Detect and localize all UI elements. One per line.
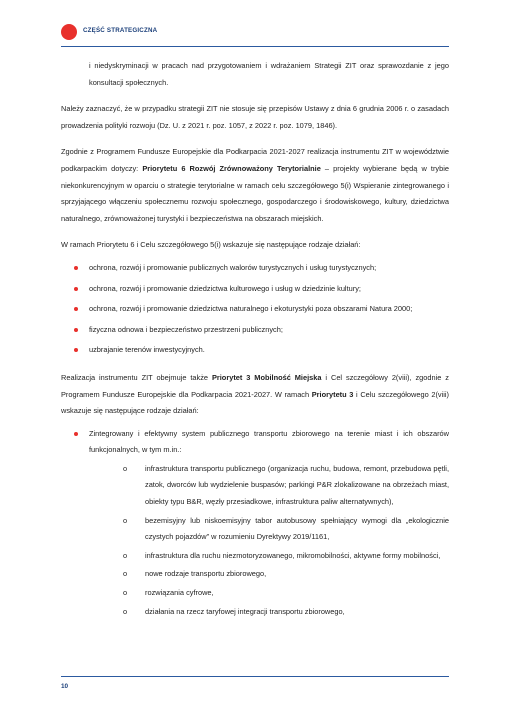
list-item-text: uzbrajanie terenów inwestycyjnych. [89,345,205,355]
bullet-icon [74,307,78,311]
circle-bullet-icon: o [123,463,128,473]
bullet-icon [74,432,78,436]
sub-list-item [117,461,449,511]
circle-bullet-icon: o [123,569,128,579]
sub-list-item-text: infrastruktura transportu publicznego (organizacja ruchu, budowa, remont, przebudowa pętli, zatok, dworców lub wydzielenie buspasów; parkingi P&R zlokalizowane na obrzeżach miast, obiekty typu B&R, węzły przesiadkowe, infrastruktura paliw alternatywnych), [145,463,449,507]
page-number: 10 [61,683,69,690]
list-item-text: ochrona, rozwój i promowanie dziedzictwa kulturowego i usług w dziedzinie kultury; [89,283,361,293]
footer-divider [61,676,449,677]
list-item-text: ochrona, rozwój i promowanie publicznych walorów turystycznych i usług turystycznych; [89,262,377,272]
actions-list-priority-3 [61,426,449,621]
bullet-icon [74,266,78,270]
list-item [61,301,449,318]
bullet-icon [74,348,78,352]
list-item-text: ochrona, rozwój i promowanie dziedzictwa naturalnego i ekoturystyki poza obszarami Natura 2000; [89,304,413,314]
paragraph-text: Realizacja instrumentu ZIT obejmuje także [61,372,212,382]
list-item [61,322,449,339]
circle-bullet-icon: o [123,606,128,616]
page-header [61,22,449,48]
sub-list-item [117,566,449,583]
page-content [61,58,449,631]
sub-list [89,461,449,620]
sub-list-item [117,585,449,602]
priority-3-name: Priorytet 3 Mobilność Miejska [211,372,322,382]
sub-list-item [117,548,449,565]
list-item [61,260,449,277]
bullet-icon [74,287,78,291]
paragraph-priority-6 [61,144,449,227]
list-item [61,281,449,298]
paragraph-priority-3 [61,370,449,420]
paragraph-zit-note: Należy zaznaczyć, że w przypadku strategii ZIT nie stosuje się przepisów Ustawy z dnia 6 grudnia 2006 r. o zasadach prowadzenia polityki rozwoju (Dz. U. z 2021 r. poz. 1057, z 2022 r. poz. 1079, 1846). [61,104,449,130]
circle-bullet-icon: o [123,588,128,598]
sub-list-item-text: rozwiązania cyfrowe, [145,588,214,598]
bullet-icon [74,328,78,332]
sub-list-item-text: infrastruktura dla ruchu niezmotoryzowanego, mikromobilności, aktywne formy mobilności, [145,550,441,560]
paragraph-text: i Celu szczegółowego 2(viii) wskazuje się następujące rodzaje działań: [61,389,449,416]
sub-list-item [117,604,449,621]
paragraph-text: i Cel szczegółowy 2(viii), zgodnie z Programem Fundusze Europejskie dla Podkarpacia 2021-2027. W ramach [61,372,449,399]
paragraph-text: Zgodnie z Programem Fundusze Europejskie dla Podkarpacia 2021-2027 realizacja instrumentu ZIT w województwie podkarpackim dotyczy: [61,147,449,173]
actions-list-priority-6 [61,260,449,359]
paragraph-actions-intro: W ramach Priorytetu 6 i Celu szczegółowego 5(i) wskazuje się następujące rodzaje działań: [61,240,361,250]
list-item-text: fizyczna odnowa i bezpieczeństwo przestrzeni publicznych; [89,324,283,334]
sub-list-item [117,513,449,546]
sub-list-item-text: bezemisyjny lub niskoemisyjny tabor autobusowy spełniający wymogi dla „ekologicznie czystych pojazdów” w rozumieniu Dyrektywy 2019/1161, [145,515,449,542]
priority-3-short: Priorytetu 3 [311,389,354,399]
paragraph-continuation: i niedyskryminacji w pracach nad przygotowaniem i wdrażaniem Strategii ZIT oraz sprawozdanie z jego konsultacji społecznych. [89,61,449,87]
list-item-text: Zintegrowany i efektywny system publicznego transportu zbiorowego na terenie miast i ich obszarów funkcjonalnych, w tym m.in.: [89,428,449,455]
circle-bullet-icon: o [123,515,128,525]
priority-6-name: Priorytetu 6 Rozwój Zrównoważony Terytorialnie [142,163,321,173]
list-item [61,426,449,621]
list-item [61,342,449,359]
header-divider [61,46,449,47]
paragraph-text: – projekty wybierane będą w trybie niekonkurencyjnym w oparciu o strategie terytorialne w ramach celu szczegółowego 5(i) Wspieranie zintegrowanego i sprzyjającego włączeniu społecznemu rozwoju społecznego, gospodarczego i środowiskowego, kultury, dziedzictwa naturalnego, zrównoważonej turystyki i bezpieczeństwa na obszarach miejskich. [61,163,449,223]
section-title: CZĘŚĆ STRATEGICZNA [83,27,158,34]
sub-list-item-text: nowe rodzaje transportu zbiorowego, [145,569,267,579]
circle-bullet-icon: o [123,550,128,560]
sub-list-item-text: działania na rzecz taryfowej integracji transportu zbiorowego, [145,606,345,616]
logo-circle-icon [61,24,77,40]
